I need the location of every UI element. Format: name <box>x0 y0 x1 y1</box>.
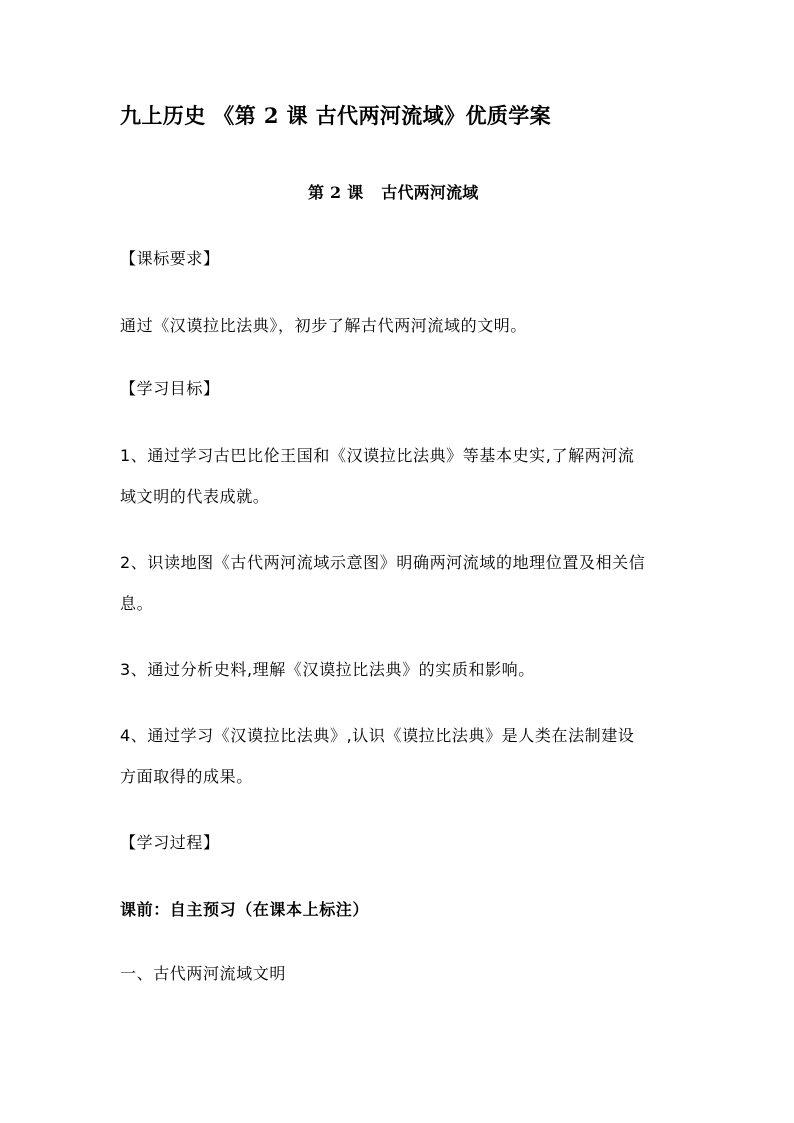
goal-3: 3、通过分析史料,理解《汉谟拉比法典》的实质和影响。 <box>120 660 535 679</box>
document-title: 九上历史 《第 2 课 古代两河流域》优质学案 <box>120 103 552 128</box>
process-heading: 【学习过程】 <box>120 833 220 852</box>
goals-heading: 【学习目标】 <box>120 379 220 398</box>
part-one-heading: 一、古代两河流域文明 <box>120 964 287 983</box>
goal-1-line-1: 1、通过学习古巴比伦王国和《汉谟拉比法典》等基本史实,了解两河流 <box>120 446 635 465</box>
standard-text: 通过《汉谟拉比法典》，初步了解古代两河流域的文明。 <box>120 316 528 335</box>
goal-1-line-2: 域文明的代表成就。 <box>120 487 270 506</box>
goal-4-line-2: 方面取得的成果。 <box>120 767 253 786</box>
goal-2-line-1: 2、识读地图《古代两河流域示意图》明确两河流域的地理位置及相关信 <box>120 553 646 572</box>
preview-heading: 课前：自主预习（在课本上标注） <box>120 900 370 919</box>
goal-2-line-2: 息。 <box>120 594 154 613</box>
standard-heading: 【课标要求】 <box>120 249 220 268</box>
lesson-subtitle <box>308 183 478 203</box>
goal-4-line-1: 4、通过学习《汉谟拉比法典》,认识《谟拉比法典》是人类在法制建设 <box>120 726 635 745</box>
lesson-number: 第 2 课 <box>308 183 364 202</box>
lesson-topic: 古代两河流域 <box>381 183 479 202</box>
